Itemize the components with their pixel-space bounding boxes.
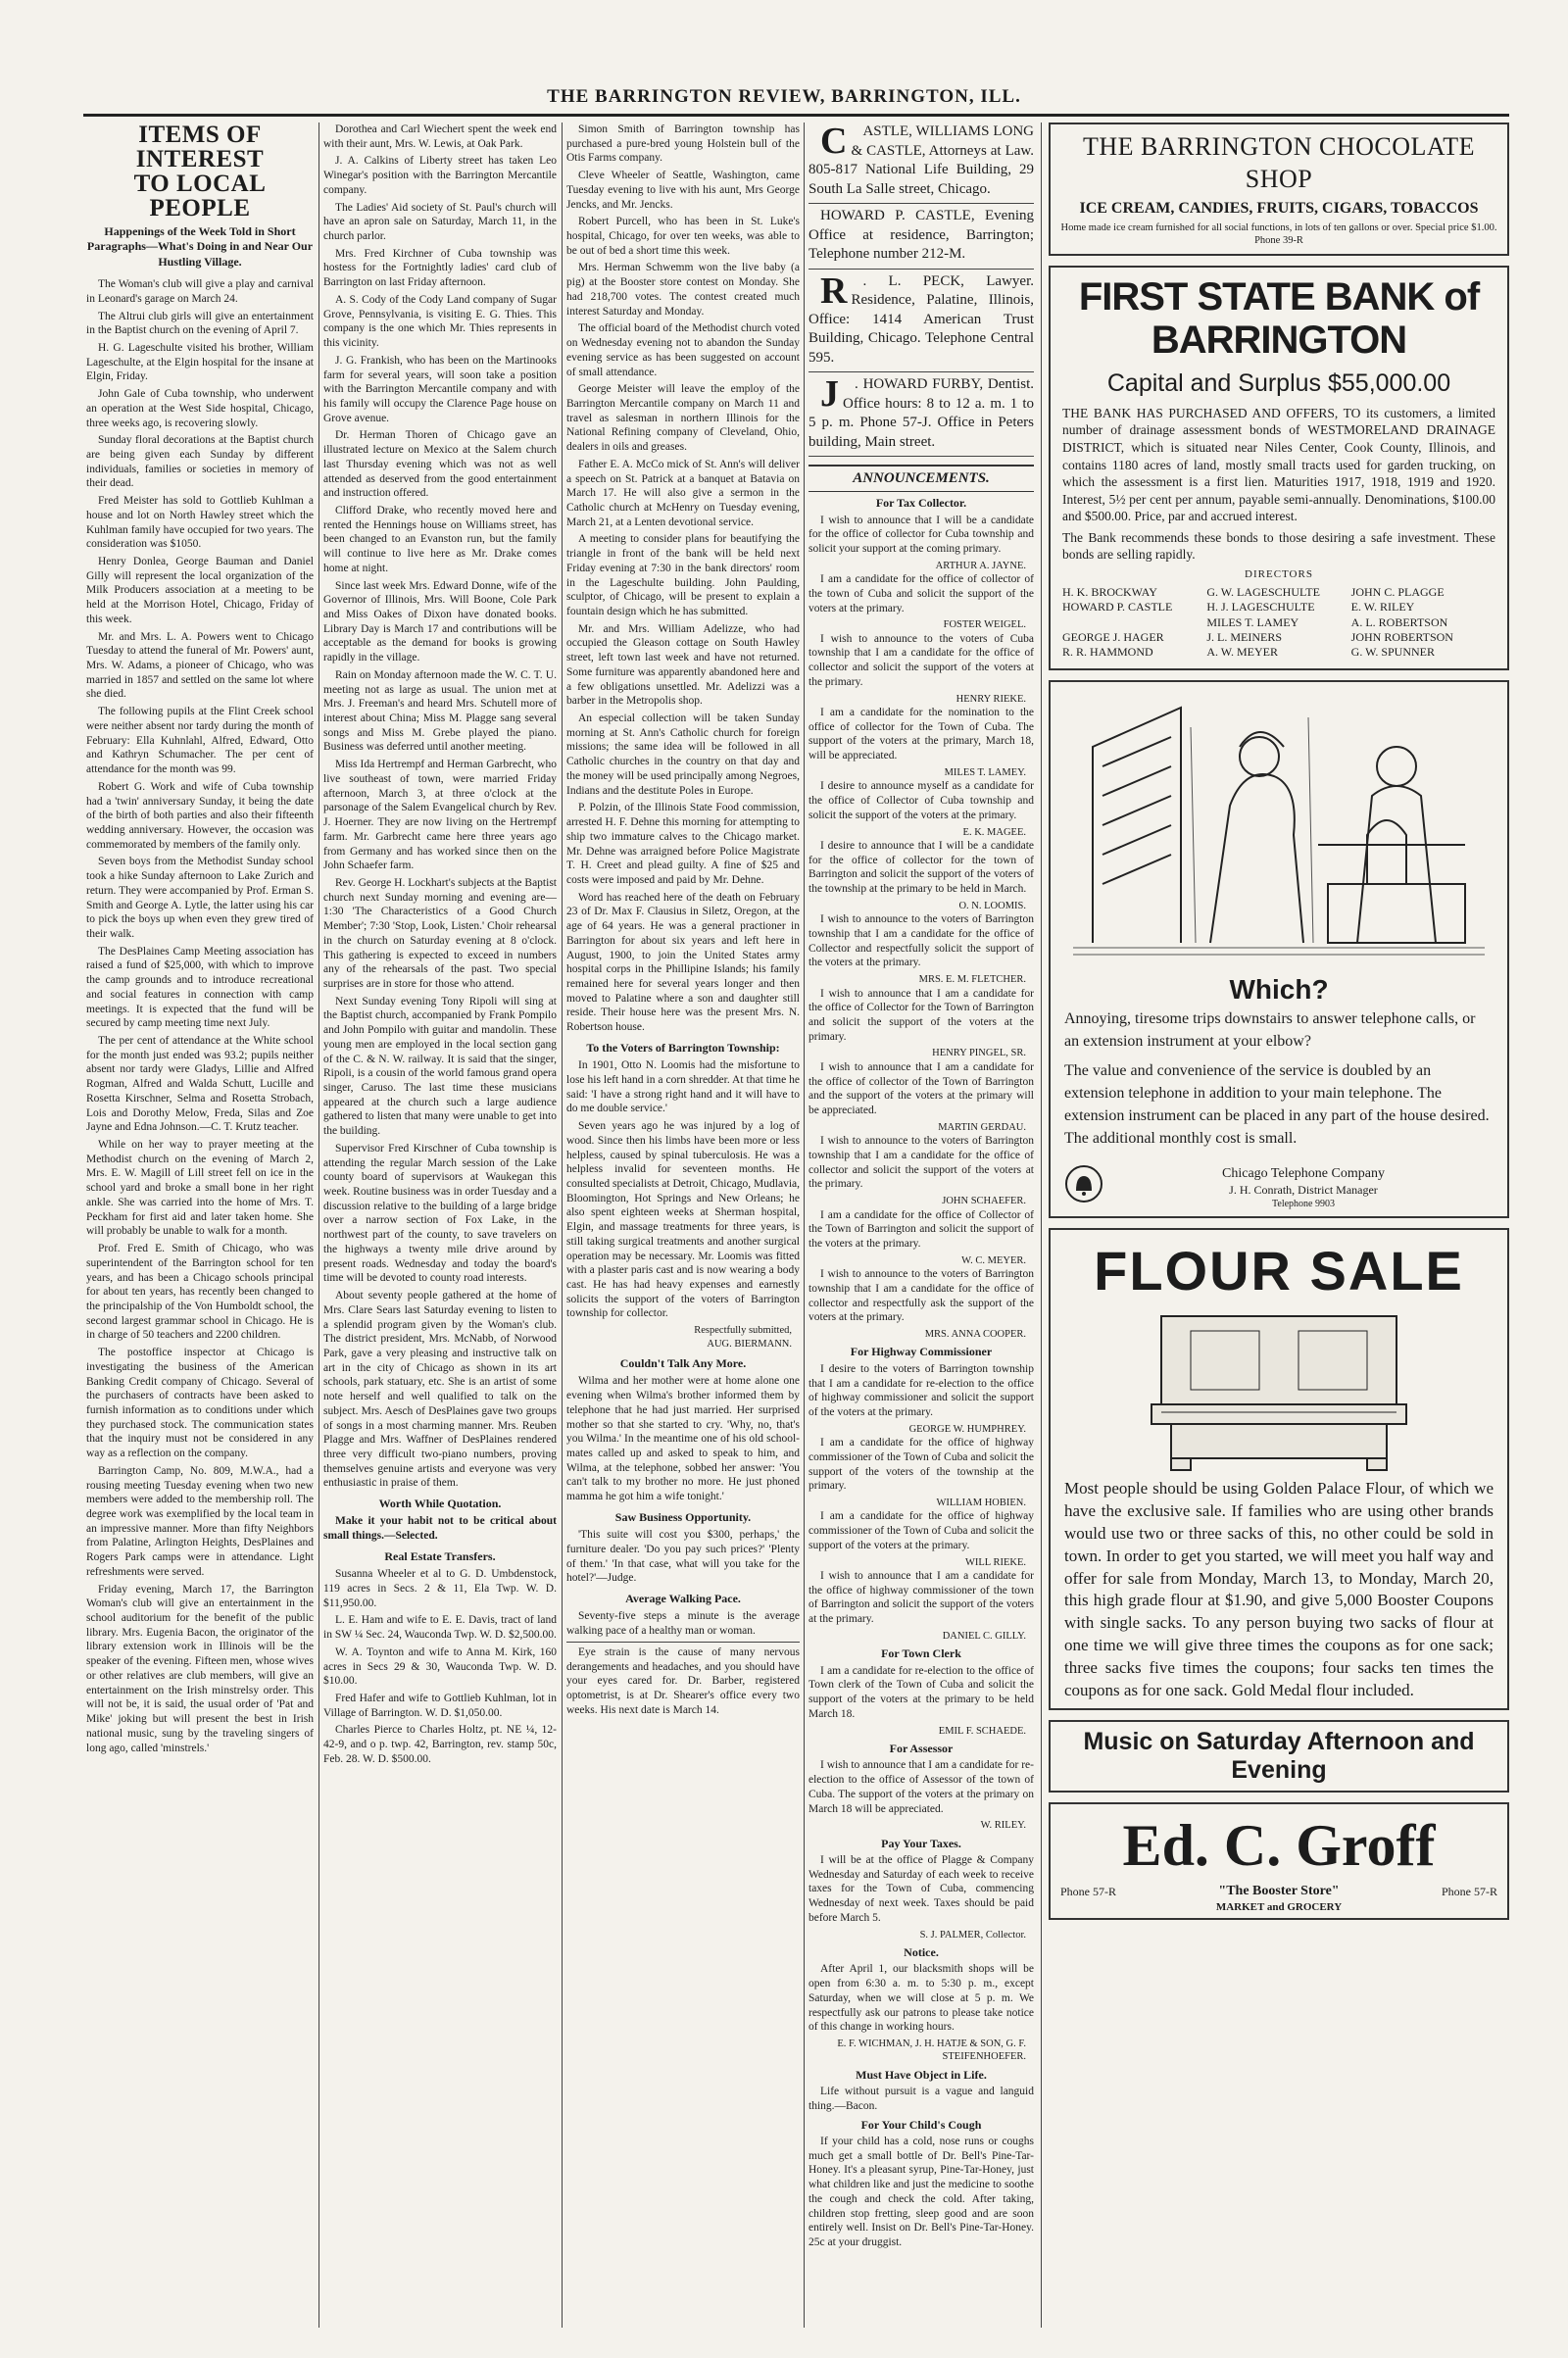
paragraph: J. A. Calkins of Liberty street has taken Leo Winegar's position with the Barrington Mercantile company. (323, 155, 557, 196)
director-name: MILES T. LAMEY (1206, 614, 1299, 629)
paragraph: Charles Pierce to Charles Holtz, pt. NE ¼, 12-42-9, and o p. twp. 42, Barrington, rev. stamp 50c, Feb. 28. W. D. $500.00. (323, 1724, 557, 1765)
ad-body: Most people should be using Golden Palace Flour, of which we have the exclusive sale. If families who are using other brands would use two or three sacks of this, no other could be sold in town. In order to get you started, we will meet you half way and offer for sale from Monday, March 13, to Monday, March 20, this high grade flour at $1.90, and give 5,000 Booster Coupons with single sacks. To any person buying two sacks of flour at one time we will give three times the coupons as for one sack; three sacks five times the coupons; four sacks ten times the coupons as for one sack. Gold Medal flour included. (1064, 1478, 1494, 1700)
announcement-text: I am a candidate for the nomination to the office of collector for the Town of Cuba. The support of the voters at the primary, March 18, will be appreciated. (808, 707, 1034, 762)
announcement-list (808, 1362, 1034, 1644)
ad-body: The value and convenience of the service is doubled by an extension telephone in addition to your main telephone. The extension instrument can be placed in any part of the house desired. The additional monthly cost is small. (1064, 1061, 1490, 1148)
music-text: Music on Saturday Afternoon and Evening (1083, 1728, 1475, 1784)
paragraph: An especial collection will be taken Sunday morning at St. Ann's Catholic church for foreign missions; the same idea will be followed in all Catholic churches in the country on that day and the money will be used principally among Negroes, Indians and the destitute Poles in Europe. (566, 712, 800, 797)
signature: HENRY RIEKE. (956, 693, 1026, 705)
story-text: Wilma and her mother were at home alone one evening when Wilma's brother informed them by telephone that he had just married. Her surprised mother so that she started to cry. 'Why, no, that's you Wilma.' In the meantime one of his old school-mates called up and asked to speak to him, and Wilma, at the telephone, sobbed her answer: 'You can't talk to my brother no more. He just phoned mamma he got him a wife tonight.' (566, 1375, 800, 1503)
paragraph: Seven years ago he was injured by a log of wood. Since then his limbs have been more or less helpless, caused by spinal tuberculosis. He was a helpless invalid for seventeen months. He consulted specialists at Detroit, Chicago, Mudlavia, Bloomington, Hot Springs and New Orleans; he also spent eighteen weeks at Sherman hospital, Elgin, and massage treatments for three years, is still taking surgical treatments and another surgical operation may be necessary. Mr. Loomis was fitted with a plaster paris cast and is now wearing a body cast. He has had heavy expenses and earnestly solicits the support of the voters of Barrington township for collector. (566, 1120, 800, 1320)
announcement-text: I wish to announce that I am a candidate for the office of collector of the Town of Barrington and the support of the voters at the primary will be appreciated. (808, 1060, 1034, 1117)
paragraph: Rain on Monday afternoon made the W. C. T. U. meeting not as large as usual. The union met at Mrs. J. Freeman's and heard Mrs. Schutell more of interest about China; Miss M. Plagge sang several songs and Miss M. Grebe played the piano. Business was deferred until another meeting. (323, 668, 557, 754)
tax-collector-heading: For Tax Collector. (875, 496, 967, 511)
signature: FOSTER WEIGEL. (943, 619, 1026, 631)
director-name (1062, 615, 1206, 630)
business-card (808, 375, 1034, 457)
director-name: HOWARD P. CASTLE (1062, 600, 1173, 614)
phone-label: Phone 57-R (1441, 1884, 1497, 1898)
drop-cap: J (820, 373, 839, 415)
assessor-heading: For Assessor (889, 1741, 954, 1755)
quote-text: Life without pursuit is a vague and languid thing.—Bacon. (808, 2086, 1034, 2112)
paragraph: George Meister will leave the employ of the Barrington Mercantile company on March 11 and travel as salesman in northern Illinois for the National Refining company of Cleveland, Ohio, dealers in oils and greases. (566, 383, 800, 454)
paragraph: Mrs. Herman Schwemm won the live baby (a pig) at the Booster store contest on Monday. She had 218,700 votes. The contest created much interest Saturday and Monday. (566, 262, 800, 318)
ad-body: THE BANK HAS PURCHASED AND OFFERS, TO its customers, a limited number of drainage assessment bonds of WESTMORELAND DRAINAGE DISTRICT, which is situated near Niles Center, Cook County, Illinois, and contains 1180 acres of land, mostly small tracts used for garden trucking, on which the assessment is a first lien. Maturities 1917, 1918, 1919 and 1920. Interest, 5½ per cent per annum, payable semi-annually. Denominations, $100.00 and $500.00. Price, par and accrued interest. (1062, 405, 1495, 524)
announcement-list (808, 514, 1034, 1342)
real-estate-heading: Real Estate Transfers. (384, 1548, 496, 1563)
signature: MRS. E. M. FLETCHER. (918, 974, 1026, 986)
announcement-text: I am a candidate for the office of highway commissioner of the Town of Cuba and solicit the support of the voters of the township at the primary. (808, 1437, 1034, 1493)
paragraph: In 1901, Otto N. Loomis had the misfortune to lose his left hand in a corn shredder. At that time he said: 'I have a strong right hand and it will have to do me double service.' (566, 1059, 800, 1115)
card-text: . HOWARD FURBY, Dentist. Office hours: 8 to 12 a. m. 1 to 5 p. m. Phone 57-J. Office in Peters building, Main street. (808, 376, 1034, 450)
business-cards (808, 123, 1034, 457)
paragraph: Mr. and Mrs. William Adelizze, who had occupied the Gleason cottage on South Hawley street, left town last week and have not returned. Some furniture was apparently abandoned here and a few obligations unsettled. Mr. Adelizzi was a barber in the Metropolis shop. (566, 622, 800, 708)
paragraph: About seventy people gathered at the home of Mrs. Clare Sears last Saturday evening to listen to a splendid program given by the Woman's club. The district president, Mrs. McNabb, of Norwood Park, gave a very pleasing and instructive talk on art in the city of Chicago as shown in its art schools, park statuary, etc. She is an artist of some note herself and well qualified to talk on the subject. Mrs. Aesch of DesPlaines gave two groups of songs in a most charming manner. Mrs. Reuben Plagge and Mrs. Waffner of DesPlaines rendered three very difficult two-piano numbers, proving themselves genuine artists and everyone was very enthusiastic in praise of them. (323, 1290, 557, 1490)
column-announcements (808, 123, 1034, 2328)
announcement-text: I will be at the office of Plagge & Company Wednesday and Saturday of each week to receive taxes for the Town of Cuba, commencing Wednesday of next week. Taxes should be paid before March 5. (808, 1854, 1034, 1924)
ad-title: Ed. C. Groff (1122, 1812, 1436, 1878)
signature: AUG. BIERMANN. (707, 1338, 792, 1350)
paragraph: The Altrui club girls will give an entertainment in the Baptist church on the evening of April 7. (86, 310, 314, 337)
director-name: JOHN C. PLAGGE (1350, 584, 1445, 599)
chocolate-shop-ad (1049, 123, 1509, 256)
paragraph: P. Polzin, of the Illinois State Food commission, arrested H. F. Dehne this morning for attempting to ship two immature calves to the Chicago market. Mr. Dehne was arraigned before Police Magistrate T. H. Creet and plead guilty. A fine of $25 and costs were imposed and paid by Mr. Dehne. (566, 802, 800, 886)
paragraph: Father E. A. McCo mick of St. Ann's will deliver a speech on St. Patrick at a banquet at Batavia on March 17. He will also give a sermon in the Catholic church at McHenry on Tuesday evening, March 21, at a Lenten devotional service. (566, 458, 800, 528)
paragraph: Barrington Camp, No. 809, M.W.A., had a rousing meeting Tuesday evening when two new members were added to the membership roll. The degree work was exemplified by the local team in an impressive manner. More than fifty Neighbors from Palatine, Arlington Heights, DesPlaines and Rogers Park camps were in attendance. Light refreshments were served. (86, 1464, 314, 1578)
drop-cap: R (820, 270, 848, 312)
paragraph: The Ladies' Aid society of St. Paul's church will have an apron sale on Saturday, March 11, in the church parlor. (323, 201, 557, 243)
quote-text: Make it your habit not to be critical about small things.—Selected. (323, 1515, 557, 1543)
paragraph: Robert Purcell, who has been in St. Luke's hospital, Chicago, for over ten weeks, was able to be out of bed a short time this week. (566, 216, 800, 257)
paragraph: Mr. and Mrs. L. A. Powers went to Chicago Tuesday to attend the funeral of Mr. Powers' aunt, Mrs. W. Adams, a pioneer of Chicago, who was married in 1857 and settled on the same lot where she died. (86, 630, 314, 701)
announcement-text: I wish to announce to the voters of Cuba township that I am a candidate for the office of collector and solicit the support of the voters at the primary. (808, 632, 1034, 688)
column-ads (1049, 123, 1509, 2328)
signature: MILES T. LAMEY. (944, 766, 1026, 778)
director-name: H. K. BROCKWAY (1062, 584, 1157, 599)
signature: HENRY PINGEL, SR. (932, 1048, 1026, 1059)
signature: EMIL F. SCHAEDE. (938, 1725, 1026, 1737)
company-name: Chicago Telephone Company (1222, 1166, 1385, 1182)
announcement-text: I am a candidate for the office of Collector of the Town of Barrington and solicit the support of the voters at the primary. (808, 1208, 1034, 1250)
paragraph: Fred Hafer and wife to Gottlieb Kuhlman, lot in Village of Barrington. W. D. $1,050.00. (323, 1693, 557, 1719)
section-subtitle: Happenings of the Week Told in Short Paragraphs—What's Doing in and Near Our Hustling Village. (86, 224, 314, 269)
flour-sale-ad (1049, 1228, 1509, 1710)
story-text: Eye strain is the cause of many nervous derangements and headaches, and you should have your eyes cared for. Dr. Barber, registered optometrist, is at Dr. Shearer's office every two weeks. His next date is March 14. (566, 1642, 800, 1718)
paragraph: Seven boys from the Methodist Sunday school took a hike Sunday afternoon to Lake Zurich and return. They were accompanied by Prof. Erman S. Smith and George A. Lytle, the latter using his car to pick the boys up when even they grew tired of their walk. (86, 856, 314, 940)
announcements-heading: ANNOUNCEMENTS. (808, 465, 1034, 492)
paragraph: The official board of the Methodist church voted on Wednesday evening not to abandon the Sunday evening service as has been suggested on account of small attendance. (566, 322, 800, 378)
business-card (808, 272, 1034, 373)
bank-ad (1049, 266, 1509, 670)
column-divider (804, 123, 805, 2328)
paragraph: Mrs. Fred Kirchner of Cuba township was hostess for the Fortnightly ladies' card club of Barrington on last Friday afternoon. (323, 247, 557, 289)
announcement-text: I am a candidate for re-election to the office of Town clerk of the Town of Cuba and solicit the support of the voters at the primary to be held March 18. (808, 1664, 1034, 1720)
paragraph: W. A. Toynton and wife to Anna M. Kirk, 160 acres in Secs 29 & 30, Wauconda Twp. W. D. $10.00. (323, 1646, 557, 1688)
paragraph-list (323, 123, 557, 1491)
director-name: J. L. MEINERS (1206, 629, 1282, 644)
title-line-2: TO LOCAL PEOPLE (133, 171, 267, 221)
signature: GEORGE W. HUMPHREY. (908, 1423, 1026, 1435)
ad-note: Home made ice cream furnished for all social functions, in lots of ten gallons or over. Special price $1.00. Phone 39-R (1060, 222, 1497, 247)
paragraph: Sunday floral decorations at the Baptist church are being given each Sunday by different individuals, families or societies in memory of their dead. (86, 434, 314, 490)
paragraph: Clifford Drake, who recently moved here and rented the Hennings house on Williams street, has been changed to an Evanston run, but the family will continue to live here as Mr. Drake comes home at night. (323, 504, 557, 574)
column-divider (1041, 123, 1042, 2328)
column-news-2 (323, 123, 557, 2328)
signature: Respectfully submitted, (694, 1325, 792, 1337)
directors-list (1062, 585, 1495, 661)
signature: DANIEL C. GILLY. (942, 1630, 1026, 1642)
story-heading: Saw Business Opportunity. (614, 1509, 752, 1524)
director-name: E. W. RILEY (1350, 600, 1415, 614)
card-text: . L. PECK, Lawyer. Residence, Palatine, Illinois, Office: 1414 American Trust Building, Chicago. Telephone Central 595. (808, 272, 1034, 366)
phone-label: Phone 57-R (1060, 1884, 1116, 1898)
announcement-text: I wish to announce to the voters of Barrington township that I am a candidate for the office of collector and solicit the support of the voters at the primary. (808, 1135, 1034, 1191)
real-estate-list (323, 1567, 557, 1766)
masthead: THE BARRINGTON REVIEW, BARRINGTON, ILL. (547, 86, 1021, 107)
card-text: HOWARD P. CASTLE, Evening Office at residence, Barrington; Telephone number 212-M. (808, 208, 1034, 262)
paragraph: A meeting to consider plans for beautifying the triangle in front of the bank will be held next Friday evening at 7:30 in the bank directors' room in the Lageschulte building. John Paulding, sculptor, of Chicago, will be present to explain a fountain design which he has submitted. (566, 533, 800, 617)
paragraph: A. S. Cody of the Cody Land company of Sugar Grove, Pennsylvania, is visiting E. G. Thies. This company is the one which Mr. Thies represents in this vicinity. (323, 293, 557, 350)
signature: WILLIAM HOBIEN. (936, 1497, 1026, 1508)
paragraph: The DesPlaines Camp Meeting association has raised a fund of $25,000, with which to improve the camp grounds and to introduce recreational and social features in connection with camp meetings. It is expected that the fund will be secured by camp meeting time next July. (86, 945, 314, 1030)
paragraph: Dorothea and Carl Wiechert spent the week end with their aunt, Mrs. W. Lewis, at Oak Park. (323, 123, 557, 150)
story-heading: Couldn't Talk Any More. (619, 1356, 747, 1371)
announcement-text: I wish to announce that I will be a candidate for the office of collector for Cuba township and solicit your support at the coming primary. (808, 514, 1034, 555)
signature: ARTHUR A. JAYNE. (935, 560, 1026, 571)
music-banner (1049, 1720, 1509, 1793)
signature: E. F. WICHMAN, J. H. HATJE & SON, G. F. STEIFENHOEFER. (837, 2039, 1026, 2063)
director-name: G. W. SPUNNER (1350, 645, 1436, 660)
paragraph: H. G. Lageschulte visited his brother, William Lageschulte, at the Elgin hospital for the insane at Elgin, Friday. (86, 341, 314, 383)
paragraph: J. G. Frankish, who has been on the Martinooks farm for several years, will soon take a position with the Barrington Mercantile company and with his family will occupy the Clarence Page house on Grove avenue. (323, 354, 557, 424)
signature: W. C. MEYER. (961, 1254, 1026, 1266)
announcement-text: I wish to announce that I am a candidate for re-election to the office of Assessor of the town of Cuba. The support of the voters at the primary on March 18 will be appreciated. (808, 1759, 1034, 1815)
announcement-text: I am a candidate for the office of collector of the town of Cuba and solicit the support of the voters at the primary. (808, 573, 1034, 614)
market-label: MARKET and GROCERY (1215, 1901, 1343, 1914)
quote-heading: Must Have Object in Life. (856, 2067, 987, 2082)
paragraph: Next Sunday evening Tony Ripoli will sing at the Baptist church, accompanied by Frank Pompilo and John Pompilo with guitar and mandolin. These young men are employed in the local section gang of the C. & N. W. railway. It is said that the singer, Ripoli, is a cousin of the world famous grand opera singer, Caruso. The last time these musicians appeared at the church such a large audience gathered to listen that many were unable to get into the building. (323, 995, 557, 1138)
paragraph: While on her way to prayer meeting at the Methodist church on the evening of March 2, Mrs. E. W. Magill of Lill street fell on ice in the school yard and broke a small bone in her right ankle. She was carried into the home of Mrs. T. Peckham for first aid and later taken home. She will probably be unable to walk for a month. (86, 1139, 314, 1238)
telephone-illustration (1073, 688, 1485, 962)
director-name: R. R. HAMMOND (1062, 645, 1153, 660)
announcement-text: I desire to the voters of Barrington township that I am a candidate for re-election to the office of highway commissioner and solicit the support of the voters at the primary. (808, 1362, 1034, 1418)
paragraph: Robert G. Work and wife of Cuba township had a 'twin' anniversary Sunday, it being the date of the birth of both parties and also their fifteenth wedding anniversary. However, the occasion was commemorated by members of the family only. (86, 780, 314, 851)
paragraph: L. E. Ham and wife to E. E. Davis, tract of land in SW ¼ Sec. 24, Wauconda Twp. W. D. $2,500.00. (323, 1614, 557, 1642)
ad-title: FIRST STATE BANK of BARRINGTON (1078, 274, 1480, 362)
bell-icon (1064, 1164, 1103, 1204)
signature: JOHN SCHAEFER. (942, 1196, 1026, 1207)
cough-heading: For Your Child's Cough (860, 2117, 982, 2132)
ad-capital: Capital and Surplus $55,000.00 (1106, 368, 1451, 397)
paragraph-list (86, 277, 314, 1755)
store-name: "The Booster Store" (1218, 1884, 1340, 1899)
masthead-rule (83, 114, 1509, 117)
paragraph: Since last week Mrs. Edward Donne, wife of the Governor of Illinois, Mrs. Will Boone, Cole Park and Miss Oakes of Dixon have donated books. Library Day is March 17 and contributions will be acceptable as the demand for books is growing rapidly in the village. (323, 579, 557, 664)
signature: S. J. PALMER, Collector. (919, 1929, 1026, 1940)
signature: MRS. ANNA COOPER. (924, 1328, 1026, 1340)
manager: J. H. Conrath, District Manager (1229, 1183, 1378, 1198)
ad-title: Which? (1229, 974, 1329, 1006)
drop-cap: C (820, 123, 848, 162)
business-card (808, 123, 1034, 204)
ad-title: FLOUR SALE (1094, 1240, 1464, 1302)
groff-ad (1049, 1802, 1509, 1921)
director-name: G. W. LAGESCHULTE (1206, 584, 1320, 599)
paragraph: Miss Ida Hertrempf and Herman Garbrecht, who live southeast of town, were married Friday afternoon, March 3, at three o'clock at the parsonage of the Salem Evangelical church by Rev. J. Hoerner. They are now living on the Hertrempf farm. Mr. Garbrecht came here three years ago from Germany and has worked since then on the John Schaefer farm. (323, 759, 557, 872)
title-line-1: ITEMS OF INTEREST (135, 123, 265, 172)
taxes-heading: Pay Your Taxes. (881, 1836, 961, 1850)
paragraph-list (566, 123, 800, 1035)
voters-heading: To the Voters of Barrington Township: (586, 1040, 780, 1055)
paragraph: Friday evening, March 17, the Barrington Woman's club will give an entertainment in the school auditorium for the benefit of the public library. Mrs. Eugenia Bacon, the originator of the library extension work in Illinois will be the speaker of the evening. Fifteen men, whose wives or other relatives are club members, will give an entertainment on the Irish minstrelsy order. This will not be, it is said, the usual order of 'Pat and Mike' joking but will present the best in Irish national music, sung by the traveling singers of long ago, called 'minstrels.' (86, 1583, 314, 1754)
announcement-text: I wish to announce to the voters of Barrington township that I am a candidate for the office of collector and respectfully ask the support of the voters at the primary. (808, 1268, 1034, 1324)
notice-heading: Notice. (904, 1945, 939, 1960)
column-local-items (86, 123, 314, 2328)
piano-illustration (1132, 1306, 1426, 1473)
paragraph: Henry Donlea, George Bauman and Daniel Gilly will represent the local organization of the Milk Producers association at a meeting to be held at the Morrison Hotel, Chicago, Friday of this week. (86, 556, 314, 625)
director-name: A. W. MEYER (1206, 645, 1279, 660)
voters-list (566, 1058, 800, 1321)
section-title (86, 123, 314, 221)
paragraph: Prof. Fred E. Smith of Chicago, who was superintendent of the Barrington school for ten years, and has been a Chicago schools principal for about ten years, has recently been changed to the principalship of the Von Humboldt school, the second largest grammar school in Chicago. He is in charge of 50 teachers and 2200 children. (86, 1243, 314, 1342)
paragraph: Supervisor Fred Kirschner of Cuba township is attending the regular March session of the Lake county board of supervisors at Waukegan this week. Routine business was in order Tuesday and a discussion relative to the building of a large bridge over a narrow section of Fox Lake, in the northwest part of the county, to save travelers on the highways a twenty mile drive around by present roads. Wednesday and today the board's time will be devoted to county road interests. (323, 1142, 557, 1285)
announcement-text: I wish to announce that I am a candidate for the office of highway commissioner of the town of Barrington and solicit the support of the voters at the primary. (808, 1570, 1034, 1626)
signature: MARTIN GERDAU. (938, 1121, 1026, 1133)
announcement-text: After April 1, our blacksmith shops will be open from 6:30 a. m. to 5:30 p. m., except Saturday, when we will close at 5 p. m. We respectfully ask our patrons to please take notice of this change in working hours. (808, 1963, 1034, 2034)
director-name: GEORGE J. HAGER (1062, 629, 1164, 644)
business-card (808, 207, 1034, 270)
paragraph: The Woman's club will give a play and carnival in Leonard's garage on March 24. (86, 278, 314, 305)
paragraph: Simon Smith of Barrington township has purchased a pure-bred young Holstein bull of the Otis Farms company. (566, 123, 800, 165)
announcement-text: I wish to announce that I am a candidate for the office of Collector for the Town of Barrington and solicit the support of the voters at the primary. (808, 987, 1034, 1043)
paragraph: Rev. George H. Lockhart's subjects at the Baptist church next Sunday morning and evening are—1:30 'The Characteristics of a Good Church Member'; 7:30 'Stop, Look, Listen.' Choir rehearsal in the church on Saturday evening at 8 o'clock. This gathering is expected to exceed in numbers any of the rehearsals of the past. Two special surprises are in store for those who attend. (323, 876, 557, 990)
story-text: 'This suite will cost you $300, perhaps,' the furniture dealer. 'Do you pay such prices?' 'Plenty of them.' 'In that case, what will you take for the hotel?'—Judge. (566, 1529, 800, 1585)
ad-body: The Bank recommends these bonds to those desiring a safe investment. These bonds are selling rapidly. (1062, 529, 1495, 563)
column-divider (562, 123, 563, 2328)
column-divider (318, 123, 319, 2328)
announcement-text: I desire to announce myself as a candidate for the office of Collector of Cuba township and solicit the support of the voters at the primary. (808, 780, 1034, 821)
paragraph: John Gale of Cuba township, who underwent an operation at the West Side hospital, Chicago, three weeks ago, is recovering slowly. (86, 388, 314, 429)
signature: E. K. MAGEE. (962, 826, 1026, 838)
announcement-text: I wish to announce to the voters of Barrington township that I am a candidate for the office of Collector and respectfully solicit the support of the voters at the primary. (808, 913, 1034, 969)
announcement-text: I desire to announce that I will be a candidate for the office of collector for the town of Barrington and solicit the support of the voters of the township at the primary to be held in March. (808, 839, 1034, 896)
director-name: JOHN ROBERTSON (1350, 629, 1453, 644)
signature: W. RILEY. (980, 1820, 1026, 1832)
directors-heading: DIRECTORS (1245, 567, 1313, 580)
ad-body: Annoying, tiresome trips downstairs to answer telephone calls, or an extension instrument at your elbow? (1064, 1010, 1476, 1051)
paragraph: The per cent of attendance at the White school for the month just ended was 93.2; pupils neither absent nor tardy were Gladys, Lillie and Alfred Rogman, Alfred and Walda Schutt, Lucille and Rosetta Kirschner, Selma and Rosetta Strobach, Lois and Dorothy Melow, Freda, Silas and Zoe Jayne and Edna Johnson.—C. T. Krutz teacher. (86, 1035, 314, 1134)
director-name: A. L. ROBERTSON (1350, 614, 1448, 629)
ad-title: THE BARRINGTON CHOCOLATE SHOP (1082, 132, 1476, 194)
highway-heading: For Highway Commissioner (850, 1345, 993, 1359)
signature: WILL RIEKE. (964, 1556, 1026, 1568)
signature: O. N. LOOMIS. (958, 900, 1026, 911)
paragraph: Word has reached here of the death on February 23 of Dr. Max F. Clausius in Siletz, Oregon, at the age of 64 years. He was a general practioner in Barrington for about six years and left here in August, 1900, to join the United States army hospital corps in the Phillipine Islands; his family remained here for several years longer and then moved to Palatine where a son and daughter still reside. Their house here was the present Mrs. N. Robertson house. (566, 891, 800, 1034)
card-text: ASTLE, WILLIAMS LONG & CASTLE, Attorneys at Law. 805-817 National Life Building, 29 South La Salle street, Chicago. (808, 123, 1034, 197)
paragraph: Cleve Wheeler of Seattle, Washington, came Tuesday evening to live with his aunt, Mrs George Jencks, and Mr. Jencks. (566, 170, 800, 211)
paragraph: The postoffice inspector at Chicago is investigating the business of the American Banking Credit company of Chicago. Several of the purchasers of contracts have been asked to furnish information as to conditions under which they purchased stock. The communication states that the inquiry must not be considered in any way as a reflection on the company. (86, 1347, 314, 1460)
director-name: H. J. LAGESCHULTE (1206, 600, 1315, 614)
story-heading: Average Walking Pace. (625, 1592, 741, 1606)
paragraph: Susanna Wheeler et al to G. D. Umbdenstock, 119 acres in Secs. 2 & 11, Ela Twp. W. D. $11,950.00. (323, 1568, 557, 1609)
telephone-number: Telephone 9903 (1271, 1198, 1335, 1209)
clerk-heading: For Town Clerk (881, 1646, 961, 1661)
quote-heading: Worth While Quotation. (378, 1497, 502, 1511)
cough-text: If your child has a cold, nose runs or coughs much get a small bottle of Dr. Bell's Pine-Tar-Honey. It's a pleasant syrup, Pine-Tar-Honey, just what children like and just the medicine to soothe the cough and check the cold. After taking, children stop fretting, sleep good and are soon entirely well. Insist on Dr. Bell's Pine-Tar-Honey. 25c at your druggist. (808, 2136, 1034, 2249)
announcement-text: I am a candidate for the office of highway commissioner of the Town of Cuba and solicit the support of the voters at the primary. (808, 1510, 1034, 1551)
ad-subtitle: ICE CREAM, CANDIES, FRUITS, CIGARS, TOBACCOS (1079, 199, 1479, 217)
paragraph: The following pupils at the Flint Creek school were neither absent nor tardy during the month of February: Ella Kuhnlahl, Alfred, Edward, Otto and Kathryn Schumacher. The per cent of attendance for the month was 99. (86, 706, 314, 776)
paragraph: Dr. Herman Thoren of Chicago gave an illustrated lecture on Mexico at the Salem church last Thursday evening which was not as well attended as deserved from the good entertainment and instruction offered. (323, 429, 557, 500)
column-news-3 (566, 123, 800, 2328)
telephone-ad (1049, 680, 1509, 1219)
story-text: Seventy-five steps a minute is the average walking pace of a healthy man or woman. (566, 1610, 800, 1638)
paragraph: Fred Meister has sold to Gottlieb Kuhlman a house and lot on North Hawley street which the Kuhlman family have occupied for two years. The consideration was $1050. (86, 495, 314, 551)
